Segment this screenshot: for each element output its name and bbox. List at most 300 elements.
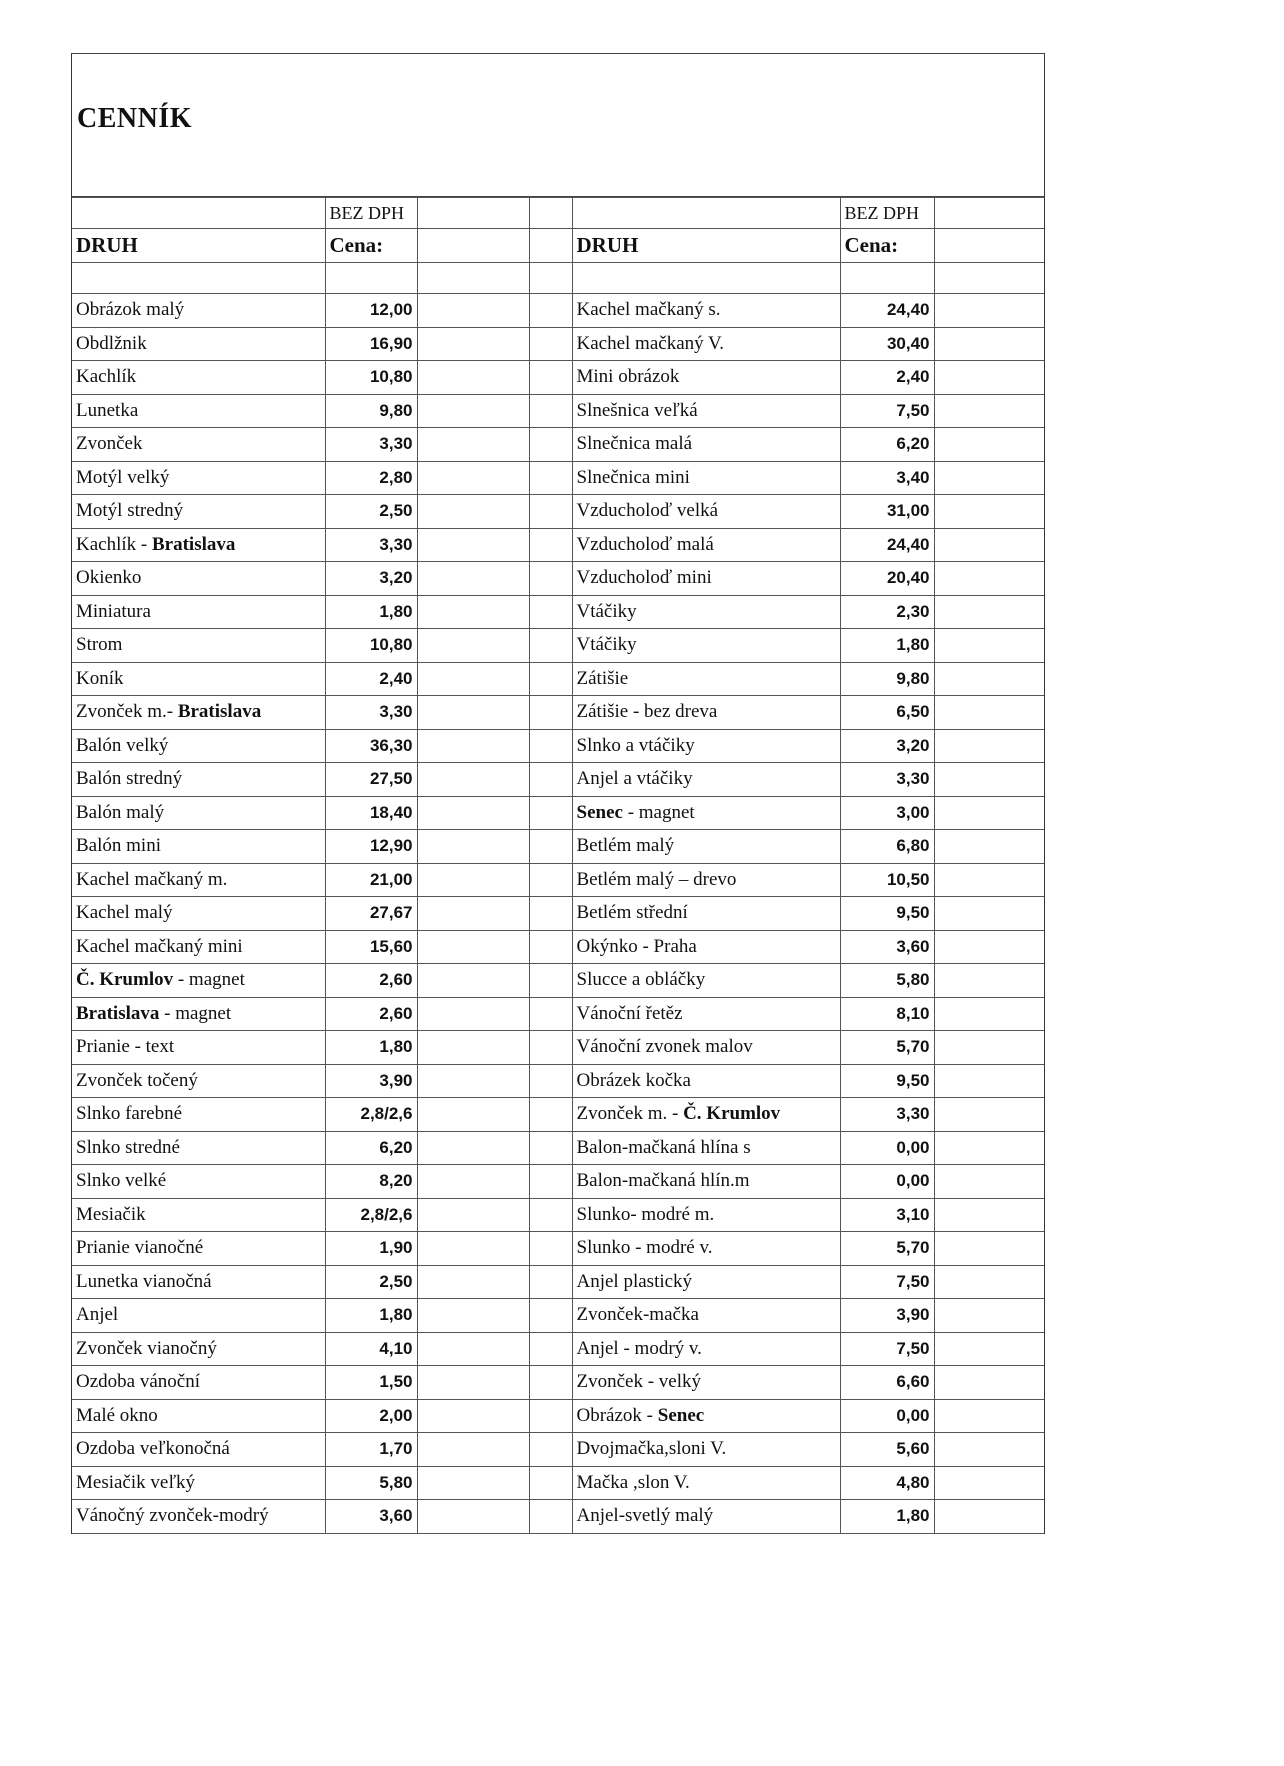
item-name-text: Motýl stredný: [76, 500, 184, 522]
empty-cell: [934, 1299, 1044, 1333]
item-name-bold: Bratislava: [76, 1002, 160, 1024]
empty-cell: [934, 1466, 1044, 1500]
right-item-name: [572, 696, 840, 730]
title-box: [72, 54, 1044, 197]
empty-cell: [417, 1198, 529, 1232]
empty-cell: [417, 796, 529, 830]
empty-cell: [529, 1131, 572, 1165]
empty-cell: [934, 1366, 1044, 1400]
left-item-price: 2,50: [325, 495, 417, 529]
empty-cell: [417, 528, 529, 562]
empty-cell: [934, 1399, 1044, 1433]
left-item-price: 2,80: [325, 461, 417, 495]
empty-cell: [417, 1131, 529, 1165]
price-row: [72, 696, 1044, 730]
empty-cell: [934, 863, 1044, 897]
item-name-text: Obrázok -: [576, 1404, 658, 1426]
item-name-text: Slnko a vtáčiky: [576, 734, 695, 756]
left-item-price: 12,90: [325, 830, 417, 864]
empty-cell: [417, 361, 529, 395]
empty-cell: [529, 1399, 572, 1433]
price-row: [72, 629, 1044, 663]
price-row: [72, 964, 1044, 998]
header-row-labels: [72, 229, 1044, 263]
empty-cell: [529, 1366, 572, 1400]
item-name-text: Zvonček m.-: [76, 701, 178, 723]
item-name-bold: Senec: [657, 1404, 705, 1426]
item-name-text: Kachlík: [76, 366, 137, 388]
left-item-price: 2,60: [325, 964, 417, 998]
item-name-text: Vzducholoď malá: [576, 533, 714, 555]
left-item-price: 2,50: [325, 1265, 417, 1299]
empty-cell: [529, 930, 572, 964]
right-item-name: [572, 461, 840, 495]
item-name-text: Kachlík -: [76, 533, 152, 555]
item-name-text: Vtáčiky: [576, 600, 637, 622]
empty-cell: [529, 495, 572, 529]
item-name-text: Mesiačik: [76, 1203, 146, 1225]
empty-cell: [417, 964, 529, 998]
empty-cell: [417, 1098, 529, 1132]
empty-cell: [529, 1198, 572, 1232]
right-item-name: [572, 629, 840, 663]
item-name-text: Vánoční řetěz: [576, 1002, 683, 1024]
right-item-price: 0,00: [840, 1399, 934, 1433]
left-item-price: 16,90: [325, 327, 417, 361]
empty-cell: [417, 327, 529, 361]
empty-cell: [417, 1265, 529, 1299]
right-item-price: 9,50: [840, 1064, 934, 1098]
right-item-name: [572, 1265, 840, 1299]
empty-cell: [529, 897, 572, 931]
price-row: [72, 1131, 1044, 1165]
left-item-price: 1,80: [325, 595, 417, 629]
left-item-name: [72, 1433, 325, 1467]
empty-cell: [417, 495, 529, 529]
right-item-price: 2,40: [840, 361, 934, 395]
price-row: [72, 1265, 1044, 1299]
item-name-text: - magnet: [622, 801, 695, 823]
item-name-text: Anjel a vtáčiky: [576, 768, 693, 790]
left-item-name: [72, 830, 325, 864]
empty-cell: [417, 763, 529, 797]
left-item-name: [72, 1131, 325, 1165]
left-item-name: [72, 729, 325, 763]
item-name-text: Zvonček: [76, 433, 143, 455]
item-name-bold: Č. Krumlov: [76, 969, 174, 991]
item-name-text: Kachel mačkaný V.: [576, 332, 725, 354]
left-item-price: 3,20: [325, 562, 417, 596]
left-item-name: [72, 461, 325, 495]
empty-cell: [529, 1232, 572, 1266]
right-item-price: 3,30: [840, 763, 934, 797]
right-item-price: 9,80: [840, 662, 934, 696]
price-row: [72, 361, 1044, 395]
left-vat-label: BEZ DPH: [325, 198, 417, 229]
empty-cell: [934, 796, 1044, 830]
empty-cell: [417, 1399, 529, 1433]
left-item-price: 1,80: [325, 1031, 417, 1065]
left-item-name: [72, 361, 325, 395]
empty-cell: [417, 595, 529, 629]
item-name-text: Vánočný zvonček-modrý: [76, 1505, 269, 1527]
empty-cell: [417, 830, 529, 864]
item-name-bold: Senec: [576, 801, 623, 823]
left-item-price: 3,60: [325, 1500, 417, 1534]
empty-cell: [934, 428, 1044, 462]
right-item-name: [572, 1232, 840, 1266]
empty-cell: [417, 863, 529, 897]
left-item-price: 21,00: [325, 863, 417, 897]
right-item-name: [572, 897, 840, 931]
item-name-text: Slnešnica veľká: [576, 399, 698, 421]
empty-cell: [529, 1031, 572, 1065]
left-item-name: [72, 595, 325, 629]
empty-cell: [529, 1466, 572, 1500]
item-name-text: Zvonček-mačka: [576, 1304, 699, 1326]
empty-cell: [417, 428, 529, 462]
left-item-name: [72, 1265, 325, 1299]
left-item-price: 5,80: [325, 1466, 417, 1500]
left-item-price: 1,80: [325, 1299, 417, 1333]
empty-cell: [934, 595, 1044, 629]
left-item-name: [72, 1165, 325, 1199]
left-item-name: [72, 1399, 325, 1433]
price-row: [72, 1466, 1044, 1500]
empty-cell: [417, 1232, 529, 1266]
left-item-price: 3,30: [325, 428, 417, 462]
right-item-price: 6,20: [840, 428, 934, 462]
empty-cell: [417, 1031, 529, 1065]
right-item-price: 3,90: [840, 1299, 934, 1333]
right-item-price: 0,00: [840, 1131, 934, 1165]
empty-cell: [934, 327, 1044, 361]
empty-cell: [417, 394, 529, 428]
empty-cell: [417, 1500, 529, 1534]
price-row: [72, 863, 1044, 897]
empty-cell: [934, 361, 1044, 395]
empty-cell: [529, 662, 572, 696]
item-name-text: Lunetka vianočná: [76, 1270, 212, 1292]
price-row: [72, 1232, 1044, 1266]
right-item-price: 6,80: [840, 830, 934, 864]
page-title: CENNÍK: [77, 103, 193, 134]
left-item-price: 4,10: [325, 1332, 417, 1366]
item-name-text: Obrázek kočka: [576, 1069, 691, 1091]
left-item-price: 2,8/2,6: [325, 1198, 417, 1232]
empty-cell: [417, 562, 529, 596]
empty-cell: [529, 729, 572, 763]
item-name-text: Kachel mačkaný m.: [76, 868, 228, 890]
item-name-text: Anjel: [76, 1304, 119, 1326]
right-item-price: 4,80: [840, 1466, 934, 1500]
right-item-price: 20,40: [840, 562, 934, 596]
left-item-name: [72, 897, 325, 931]
empty-cell: [417, 662, 529, 696]
left-item-price: 27,67: [325, 897, 417, 931]
left-item-name: [72, 1366, 325, 1400]
item-name-text: - magnet: [159, 1002, 232, 1024]
right-item-name: [572, 1433, 840, 1467]
empty-cell: [417, 294, 529, 328]
empty-cell: [934, 1165, 1044, 1199]
left-item-price: 27,50: [325, 763, 417, 797]
item-name-text: Balón stredný: [76, 768, 183, 790]
item-name-text: Anjel plastický: [576, 1270, 693, 1292]
item-name-text: - magnet: [173, 969, 245, 991]
left-item-name: [72, 1098, 325, 1132]
price-row: [72, 1031, 1044, 1065]
empty-cell: [529, 1332, 572, 1366]
item-name-text: Kachel mačkaný mini: [76, 935, 243, 957]
left-item-name: [72, 1232, 325, 1266]
empty-cell: [417, 1332, 529, 1366]
left-item-name: [72, 562, 325, 596]
price-row: [72, 997, 1044, 1031]
item-name-text: Vtáčiky: [576, 634, 637, 656]
left-item-name: [72, 629, 325, 663]
left-item-name: [72, 495, 325, 529]
empty-cell: [529, 327, 572, 361]
empty-cell: [934, 1031, 1044, 1065]
empty-cell: [529, 964, 572, 998]
price-row: [72, 495, 1044, 529]
right-item-price: 7,50: [840, 394, 934, 428]
empty-cell: [529, 394, 572, 428]
empty-cell: [934, 495, 1044, 529]
right-item-name: [572, 930, 840, 964]
empty-cell: [529, 1265, 572, 1299]
price-row: [72, 1098, 1044, 1132]
price-row: [72, 461, 1044, 495]
right-item-name: [572, 1098, 840, 1132]
right-item-name: [572, 830, 840, 864]
empty-cell: [934, 461, 1044, 495]
price-row: [72, 930, 1044, 964]
empty-cell: [934, 830, 1044, 864]
right-item-price: 24,40: [840, 528, 934, 562]
price-row: [72, 528, 1044, 562]
item-name-text: Vzducholoď mini: [576, 567, 712, 589]
item-name-text: Ozdoba vánoční: [76, 1371, 200, 1393]
empty-cell: [934, 696, 1044, 730]
empty-cell: [529, 1299, 572, 1333]
item-name-text: Lunetka: [76, 399, 139, 421]
price-row: [72, 1500, 1044, 1534]
empty-cell: [934, 964, 1044, 998]
right-item-price: 10,50: [840, 863, 934, 897]
right-item-price: 3,30: [840, 1098, 934, 1132]
item-name-bold: Bratislava: [151, 533, 236, 555]
right-item-name: [572, 1299, 840, 1333]
item-name-text: Koník: [76, 667, 124, 689]
item-name-text: Zvonček točený: [76, 1069, 198, 1091]
empty-cell: [934, 897, 1044, 931]
left-item-price: 10,80: [325, 361, 417, 395]
right-item-price: 2,30: [840, 595, 934, 629]
empty-cell: [934, 294, 1044, 328]
right-price-header: Cena:: [840, 229, 934, 263]
item-name-text: Dvojmačka,sloni V.: [576, 1438, 727, 1460]
left-item-price: 1,70: [325, 1433, 417, 1467]
price-row: [72, 1064, 1044, 1098]
right-vat-label: BEZ DPH: [840, 198, 934, 229]
left-item-price: 15,60: [325, 930, 417, 964]
empty-cell: [934, 1232, 1044, 1266]
item-name-text: Slnečnica mini: [576, 466, 690, 488]
empty-cell: [529, 1433, 572, 1467]
price-row: [72, 562, 1044, 596]
empty-cell: [529, 1165, 572, 1199]
right-item-name: [572, 796, 840, 830]
right-item-name: [572, 1031, 840, 1065]
left-item-price: 6,20: [325, 1131, 417, 1165]
right-item-name: [572, 1131, 840, 1165]
price-row: [72, 394, 1044, 428]
item-name-text: Balón malý: [76, 801, 165, 823]
item-name-text: Balon-mačkaná hlína s: [576, 1136, 751, 1158]
right-item-price: 3,00: [840, 796, 934, 830]
left-item-name: [72, 997, 325, 1031]
left-item-name: [72, 327, 325, 361]
empty-cell: [934, 729, 1044, 763]
empty-cell: [529, 830, 572, 864]
empty-cell: [529, 294, 572, 328]
item-name-text: Motýl velký: [76, 466, 170, 488]
right-item-name: [572, 1500, 840, 1534]
right-item-price: 6,50: [840, 696, 934, 730]
empty-cell: [934, 528, 1044, 562]
empty-cell: [417, 461, 529, 495]
empty-cell: [934, 662, 1044, 696]
right-item-name: [572, 1165, 840, 1199]
item-name-text: Mesiačik veľký: [76, 1471, 196, 1493]
item-name-text: Malé okno: [76, 1404, 158, 1426]
left-item-name: [72, 394, 325, 428]
right-item-price: 3,20: [840, 729, 934, 763]
left-item-name: [72, 1500, 325, 1534]
right-item-name: [572, 361, 840, 395]
right-item-price: 6,60: [840, 1366, 934, 1400]
right-item-name: [572, 428, 840, 462]
price-table: [72, 197, 1044, 1534]
right-item-name: [572, 562, 840, 596]
left-item-price: 2,8/2,6: [325, 1098, 417, 1132]
empty-cell: [934, 562, 1044, 596]
left-item-price: 8,20: [325, 1165, 417, 1199]
left-item-name: [72, 763, 325, 797]
item-name-text: Obdlžnik: [76, 332, 147, 354]
item-name-text: Slnko velké: [76, 1170, 167, 1192]
item-name-text: Zátišie: [576, 667, 629, 689]
empty-cell: [529, 1500, 572, 1534]
item-name-text: Betlém malý – drevo: [576, 868, 737, 890]
price-row: [72, 327, 1044, 361]
price-row: [72, 763, 1044, 797]
right-item-name: [572, 763, 840, 797]
item-name-text: Kachel malý: [76, 902, 173, 924]
price-row: [72, 595, 1044, 629]
right-item-price: 9,50: [840, 897, 934, 931]
item-name-bold: Bratislava: [177, 701, 262, 723]
price-row: [72, 1332, 1044, 1366]
right-item-name: [572, 528, 840, 562]
right-item-price: 5,70: [840, 1232, 934, 1266]
left-item-price: 2,40: [325, 662, 417, 696]
right-item-name: [572, 1399, 840, 1433]
empty-cell: [417, 1064, 529, 1098]
empty-cell: [529, 1064, 572, 1098]
left-item-price: 18,40: [325, 796, 417, 830]
left-item-name: [72, 1031, 325, 1065]
left-item-name: [72, 1064, 325, 1098]
right-item-price: 5,80: [840, 964, 934, 998]
item-name-text: Strom: [76, 634, 123, 656]
left-item-name: [72, 294, 325, 328]
right-item-price: 5,70: [840, 1031, 934, 1065]
item-name-text: Slucce a obláčky: [576, 969, 706, 991]
item-name-text: Obrázok malý: [76, 299, 185, 321]
left-item-name: [72, 930, 325, 964]
left-item-name: [72, 428, 325, 462]
left-item-name: [72, 528, 325, 562]
item-name-text: Slnko stredné: [76, 1136, 180, 1158]
empty-cell: [934, 763, 1044, 797]
left-item-name: [72, 863, 325, 897]
empty-cell: [417, 1466, 529, 1500]
item-name-text: Slunko- modré m.: [576, 1203, 715, 1225]
item-name-bold: Č. Krumlov: [683, 1103, 781, 1125]
item-name-text: Anjel - modrý v.: [576, 1337, 702, 1359]
right-type-header: DRUH: [572, 229, 840, 263]
left-item-name: [72, 964, 325, 998]
left-item-price: 12,00: [325, 294, 417, 328]
item-name-text: Kachel mačkaný s.: [576, 299, 721, 321]
price-list-sheet: [71, 53, 1045, 1534]
left-item-price: 3,90: [325, 1064, 417, 1098]
empty-cell: [934, 1433, 1044, 1467]
item-name-text: Mini obrázok: [576, 366, 680, 388]
right-item-name: [572, 1466, 840, 1500]
right-item-name: [572, 729, 840, 763]
right-item-name: [572, 394, 840, 428]
empty-cell: [934, 1265, 1044, 1299]
empty-cell: [529, 629, 572, 663]
left-item-price: 36,30: [325, 729, 417, 763]
left-price-header: Cena:: [325, 229, 417, 263]
item-name-text: Slnečnica malá: [576, 433, 693, 455]
price-row: [72, 428, 1044, 462]
item-name-text: Zátišie - bez dreva: [576, 701, 718, 723]
right-item-price: 24,40: [840, 294, 934, 328]
price-row: [72, 1399, 1044, 1433]
empty-cell: [934, 1198, 1044, 1232]
price-row: [72, 662, 1044, 696]
empty-cell: [417, 930, 529, 964]
left-item-price: 2,60: [325, 997, 417, 1031]
right-item-name: [572, 863, 840, 897]
right-item-price: 3,10: [840, 1198, 934, 1232]
empty-cell: [934, 997, 1044, 1031]
item-name-text: Anjel-svetlý malý: [576, 1505, 714, 1527]
right-item-price: 5,60: [840, 1433, 934, 1467]
right-item-price: 3,40: [840, 461, 934, 495]
left-item-name: [72, 796, 325, 830]
item-name-text: Slnko farebné: [76, 1103, 183, 1125]
empty-cell: [417, 696, 529, 730]
price-row: [72, 796, 1044, 830]
header-row-vat: [72, 198, 1044, 229]
